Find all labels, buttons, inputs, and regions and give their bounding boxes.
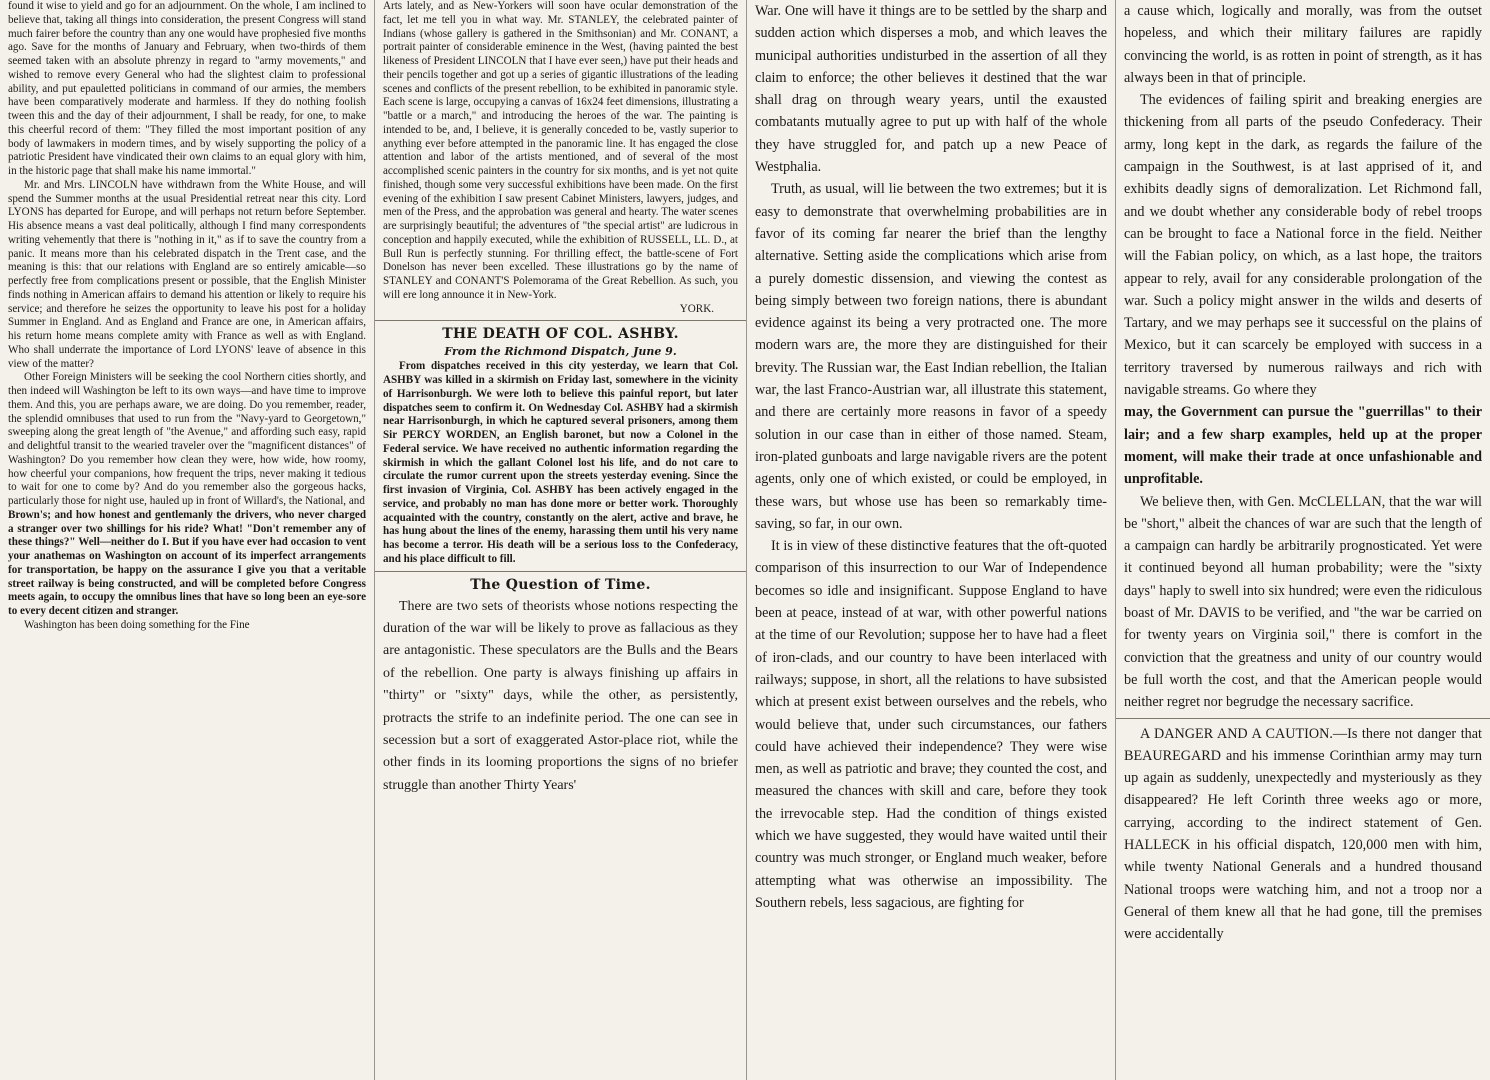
- caution-article: [1124, 723, 1482, 946]
- washington-letter-part1: [8, 0, 366, 509]
- paragraph: It is in view of these distinctive features that the oft-quoted comparison of this insurrection to our War of Independence becomes so idle and insignificant. Suppose England to have been at peace, instead of at war, with other powerful nations at the time of our Revolution; suppose her to have had a fleet of iron-clads, and our country to have been interlaced with railways; suppose, in short, all the relations to have subsisted which at present exist between ourselves and the rebels, who would believe that, under such circumstances, our fathers could have achieved their independence? They were wise men, as well as patriotic and brave; they counted the cost, and measured the chances with skill and care, before they took the irrevocable step. Had the condition of things existed which we have suggested, they would have waited until their country was much stronger, or England much weaker, before attempting what was otherwise an impossibility. The Southern rebels, less sagacious, are fighting for: [755, 538, 1107, 911]
- paragraph: War. One will have it things are to be settled by the sharp and sudden action which disperses a mob, and which leaves the municipal authorities undisturbed in the assertion of all they claim to enforce; the other believes it destined that the war shall drag on through weary years, until the exausted combatants mutually agree to put up with half of the whole they have struggled for, and patch up a new Peace of Westphalia.: [755, 3, 1107, 176]
- divider: [375, 320, 746, 321]
- divider: [375, 571, 746, 572]
- column-3: [747, 0, 1116, 1080]
- paragraph: Mr. and Mrs. LINCOLN have withdrawn from the White House, and will spend the Summer months at the usual Presidential retreat near this city. Lord LYONS has departed for Europe, and will perhaps not return before September. His absence means a vast deal politically, although I find many correspondents writing vehemently that there is "nothing in it," as if to save the country from a panic. It means more than his celebrated dispatch in the Trent case, and the meaning is this: that our relations with England are so entirely amicable—so perfectly free from complications present or possible, that the English Minister finds nothing in American affairs to demand his attention or likely to require his service; and therefore he seizes the opportunity to leave his post for a holiday Summer in England. And as England and France are one, in American affairs, his return home means complete amity with France as well as with England. Who shall underrate the importance of Lord LYONS' leave of absence in this view of the matter?: [8, 178, 366, 370]
- ashby-headline: THE DEATH OF COL. ASHBY.: [442, 326, 679, 343]
- washington-letter-part2: [8, 509, 366, 619]
- time-article-part5: [1124, 491, 1482, 714]
- column-2: [375, 0, 747, 1080]
- paragraph: Truth, as usual, will lie between the two extremes; but it is easy to demonstrate that overwhelming probabilities are in favor of its coming far nearer the brief than the lengthy alternative. Setting aside the complications which arise from a purely domestic dissension, and viewing the contest as being simply between two foreign nations, there is abundant evidence against its being a very protracted one. The more modern wars are, the more they are distinguished for their brevity. The Russian war, the East Indian rebellion, the Italian war, the last Franco-Austrian war, all illustrate this statement, and there are certainly more reasons in favor of a speedy solution in our case than in either of those named. Steam, iron-plated gunboats and large navigable rivers are the potent agents, only one of which existed, or could be employed, in these wars, but whose use has been so remarkably time-saving, so far, in our own.: [755, 181, 1107, 532]
- paragraph: found it wise to yield and go for an adjournment. On the whole, I am inclined to believe that, taking all things into consideration, the present Congress will stand much fairer before the country than any one would have prophesied five months ago. Save for the months of January and February, when two-thirds of them seemed taken with an absolute phrenzy in regard to "army movements," and wished to remove every General who had the slightest claim to professional ability, and put epauletted politicians in command of our armies, the members have been comparatively moderate and harmless. If they do nothing foolish tween this and the day of their adjournment, I shall be ready, for one, to make this cheerful record of them: "They filled the most important position of any body of lawmakers in modern times, and by wisely supporting the policy of a patriotic President have vindicated their own claims to an equal glory with him, in the historic page that shall make his name immortal.": [8, 0, 366, 177]
- fine-arts-article: [383, 0, 738, 316]
- signature: YORK.: [679, 302, 714, 315]
- ashby-dateline: From the Richmond Dispatch, June 9.: [444, 345, 677, 359]
- paragraph: may, the Government can pursue the "guerrillas" to their lair; and a few sharp examples, held up at the proper moment, will make their trade at once unfashionable and unprofitable.: [1124, 404, 1482, 488]
- paragraph: Washington has been doing something for the Fine: [24, 618, 250, 631]
- paragraph: Brown's; and how honest and gentlemanly the drivers, who never charged a stranger over two shillings for his ride? What! "Don't remember any of these things?" Well—neither do I. But if you have ever had occasion to vent your anathemas on Washington on account of its imperfect arrangements for transportation, be happy on the assurance I give you that a veritable street railway is being constructed, and will be completed before Congress meets again, to occupy the omnibus lines that have so long been an eye-sore to every decent citizen and stranger.: [8, 508, 366, 617]
- paragraph: From dispatches received in this city yesterday, we learn that Col. ASHBY was killed in a skirmish on Friday last, somewhere in the vicinity of Harrisonburgh. We were loth to believe this painful report, but later dispatches seem to confirm it. On Wednesday Col. ASHBY had a skirmish near Harrisonburgh, in which he captured several prisoners, among them Sir PERCY WORDEN, an English baronet, but now a Colonel in the Federal service. We have received no authentic information regarding the skirmish in which the gallant Colonel lost his life, and do not care to circulate the rumor current upon the streets yesterday evening. Since the first invasion of Virginia, Col. ASHBY has been actively engaged in the service, and probably no man has done more or better work. Thoroughly acquainted with the country, constantly on the alert, active and brave, he has hung about the lines of the enemy, harassing them until his very name has become a terror. His death will be a serious loss to the Confederacy, and his place difficult to fill.: [383, 360, 738, 565]
- paragraph: There are two sets of theorists whose notions respecting the duration of the war will be likely to prove as fallacious as they are antagonistic. These speculators are the Bulls and the Bears of the rebellion. One party is always finishing up affairs in "thirty" or "sixty" days, while the other, as persistently, protracts the strife to an indefinite period. The one can see in secession but a sort of exaggerated Astor-place riot, while the other finds in its looming proportions the signs of no briefer struggle than another Thirty Years': [383, 598, 738, 793]
- time-article-part1: [383, 596, 738, 798]
- time-article-part3: [1124, 0, 1482, 401]
- washington-letter-part3: [8, 619, 366, 633]
- caution-lead: A DANGER AND A CAUTION.: [1140, 725, 1333, 742]
- time-article-part2: [755, 0, 1107, 914]
- paragraph: We believe then, with Gen. McCLELLAN, that the war will be "short," albeit the chances of war are such that the length of a campaign can hardly be arbitrarily prognosticated. Yet were it continued beyond all human probability; were the "sixty days" haply to swell into six hundred; were even the ridiculous boast of Mr. DAVIS to be verified, and "the war be carried on for twenty years on Virginia soil," there is comfort in the conviction that the greatness and unity of our country would be full worth the cost, and that the American people would neither regret nor begrudge the necessary sacrifice.: [1124, 493, 1482, 711]
- column-4: [1116, 0, 1490, 1080]
- divider: [1116, 718, 1490, 719]
- time-article-part4: [1124, 401, 1482, 490]
- paragraph: Arts lately, and as New-Yorkers will soon have ocular demonstration of the fact, let me tell you in what way. Mr. STANLEY, the celebrated painter of Indians (whose gallery is gathered in the Smithsonian) and Mr. CONANT, a portrait painter of considerable eminence in the West, (having painted the best likeness of President LINCOLN that I have ever seen,) have put their heads and their pencils together and got up a series of gigantic illustrations of the leading scenes and conflicts of the present rebellion, to be exhibited in panoramic style. Each scene is large, occupying a canvas of 16x24 feet dimensions, illustrating a "battle or a march," and introducing the heroes of the war. The painting is intended to be, and, I believe, it is generally conceded to be, vastly superior to anything ever before attempted in the panoramic line. It has engaged the close attention and labor of the artists mentioned, and of several of the most accomplished scenic painters in the country for six months, and is yet not quite finished, though some very successful exhibitions have been made. On the first evening of the exhibition I saw present Cabinet Ministers, lawyers, judges, and men of the Press, and the approbation was general and hearty. The water scenes are surprisingly beautiful; the adventures of "the special artist" are ludicrous in conception and happily executed, while the exhibition of RUSSELL, LL. D., at Bull Run is perfectly stunning. For thrilling effect, the battle-scene of Fort Donelson has never been excelled. These illustrations go by the name of STANLEY and CONANT'S Polemorama of the Great Rebellion. As such, you will ere long announce it in New-York.: [383, 0, 738, 301]
- paragraph: The evidences of failing spirit and breaking energies are thickening from all parts of the pseudo Confederacy. Their army, long kept in the dark, as regards the failure of the campaign in the Southwest, is at last apprised of it, and exhibits deadly signs of demoralization. Let Richmond fall, and we doubt whether any considerable body of rebel troops can be brought to face a National force in the field. Neither will the Fabian policy, on which, as a last hope, the traitors appear to rely, avail for any considerable prolongation of the war. Such a policy might answer in the wilds and deserts of Tartary, and we may perhaps see it successful on the plains of Mexico, but it can scarcely be employed with success in a territory traversed by numerous railways and rich with navigable streams. Go where they: [1124, 92, 1482, 399]
- time-headline: The Question of Time.: [470, 576, 651, 593]
- caution-text: —Is there not danger that BEAUREGARD and his immense Corinthian army may turn up again as suddenly, unexpectedly and mysteriously as they disappeared? He left Corinth three weeks ago or more, carrying, according to the indirect statement of Gen. HALLECK in his official dispatch, 120,000 men with him, while twenty National Generals and a hundred thousand National troops were watching him, and not a troop nor a General of them knew all that he had gone, till the premises were accidentally: [1124, 725, 1483, 943]
- paragraph: a cause which, logically and morally, was from the outset hopeless, and which their military failures are rapidly convincing the world, is as rotten in point of strength, as it has always been in that of principle.: [1124, 3, 1482, 86]
- paragraph: [1124, 723, 1482, 946]
- paragraph: Other Foreign Ministers will be seeking the cool Northern cities shortly, and then indeed will Washington be left to its own ways—and have time to improve them. And this, you are perhaps aware, we are doing. Do you remember, reader, the splendid omnibuses that used to run from the "Navy-yard to Georgetown," sweeping along the great length of "the Avenue," and affording such easy, rapid and delightful transit to the wearied traveler over the "magnificent distances" of Washington? Do you remember how clean they were, how wide, how roomy, how cheerful your companions, how frequent the trips, never making it tedious to wait for one to come by? And do you remember also the gorgeous hacks, particularly those for night use, hauled up in front of Willard's, the National, and: [8, 371, 366, 507]
- ashby-article: [383, 360, 738, 566]
- column-1: [0, 0, 375, 1080]
